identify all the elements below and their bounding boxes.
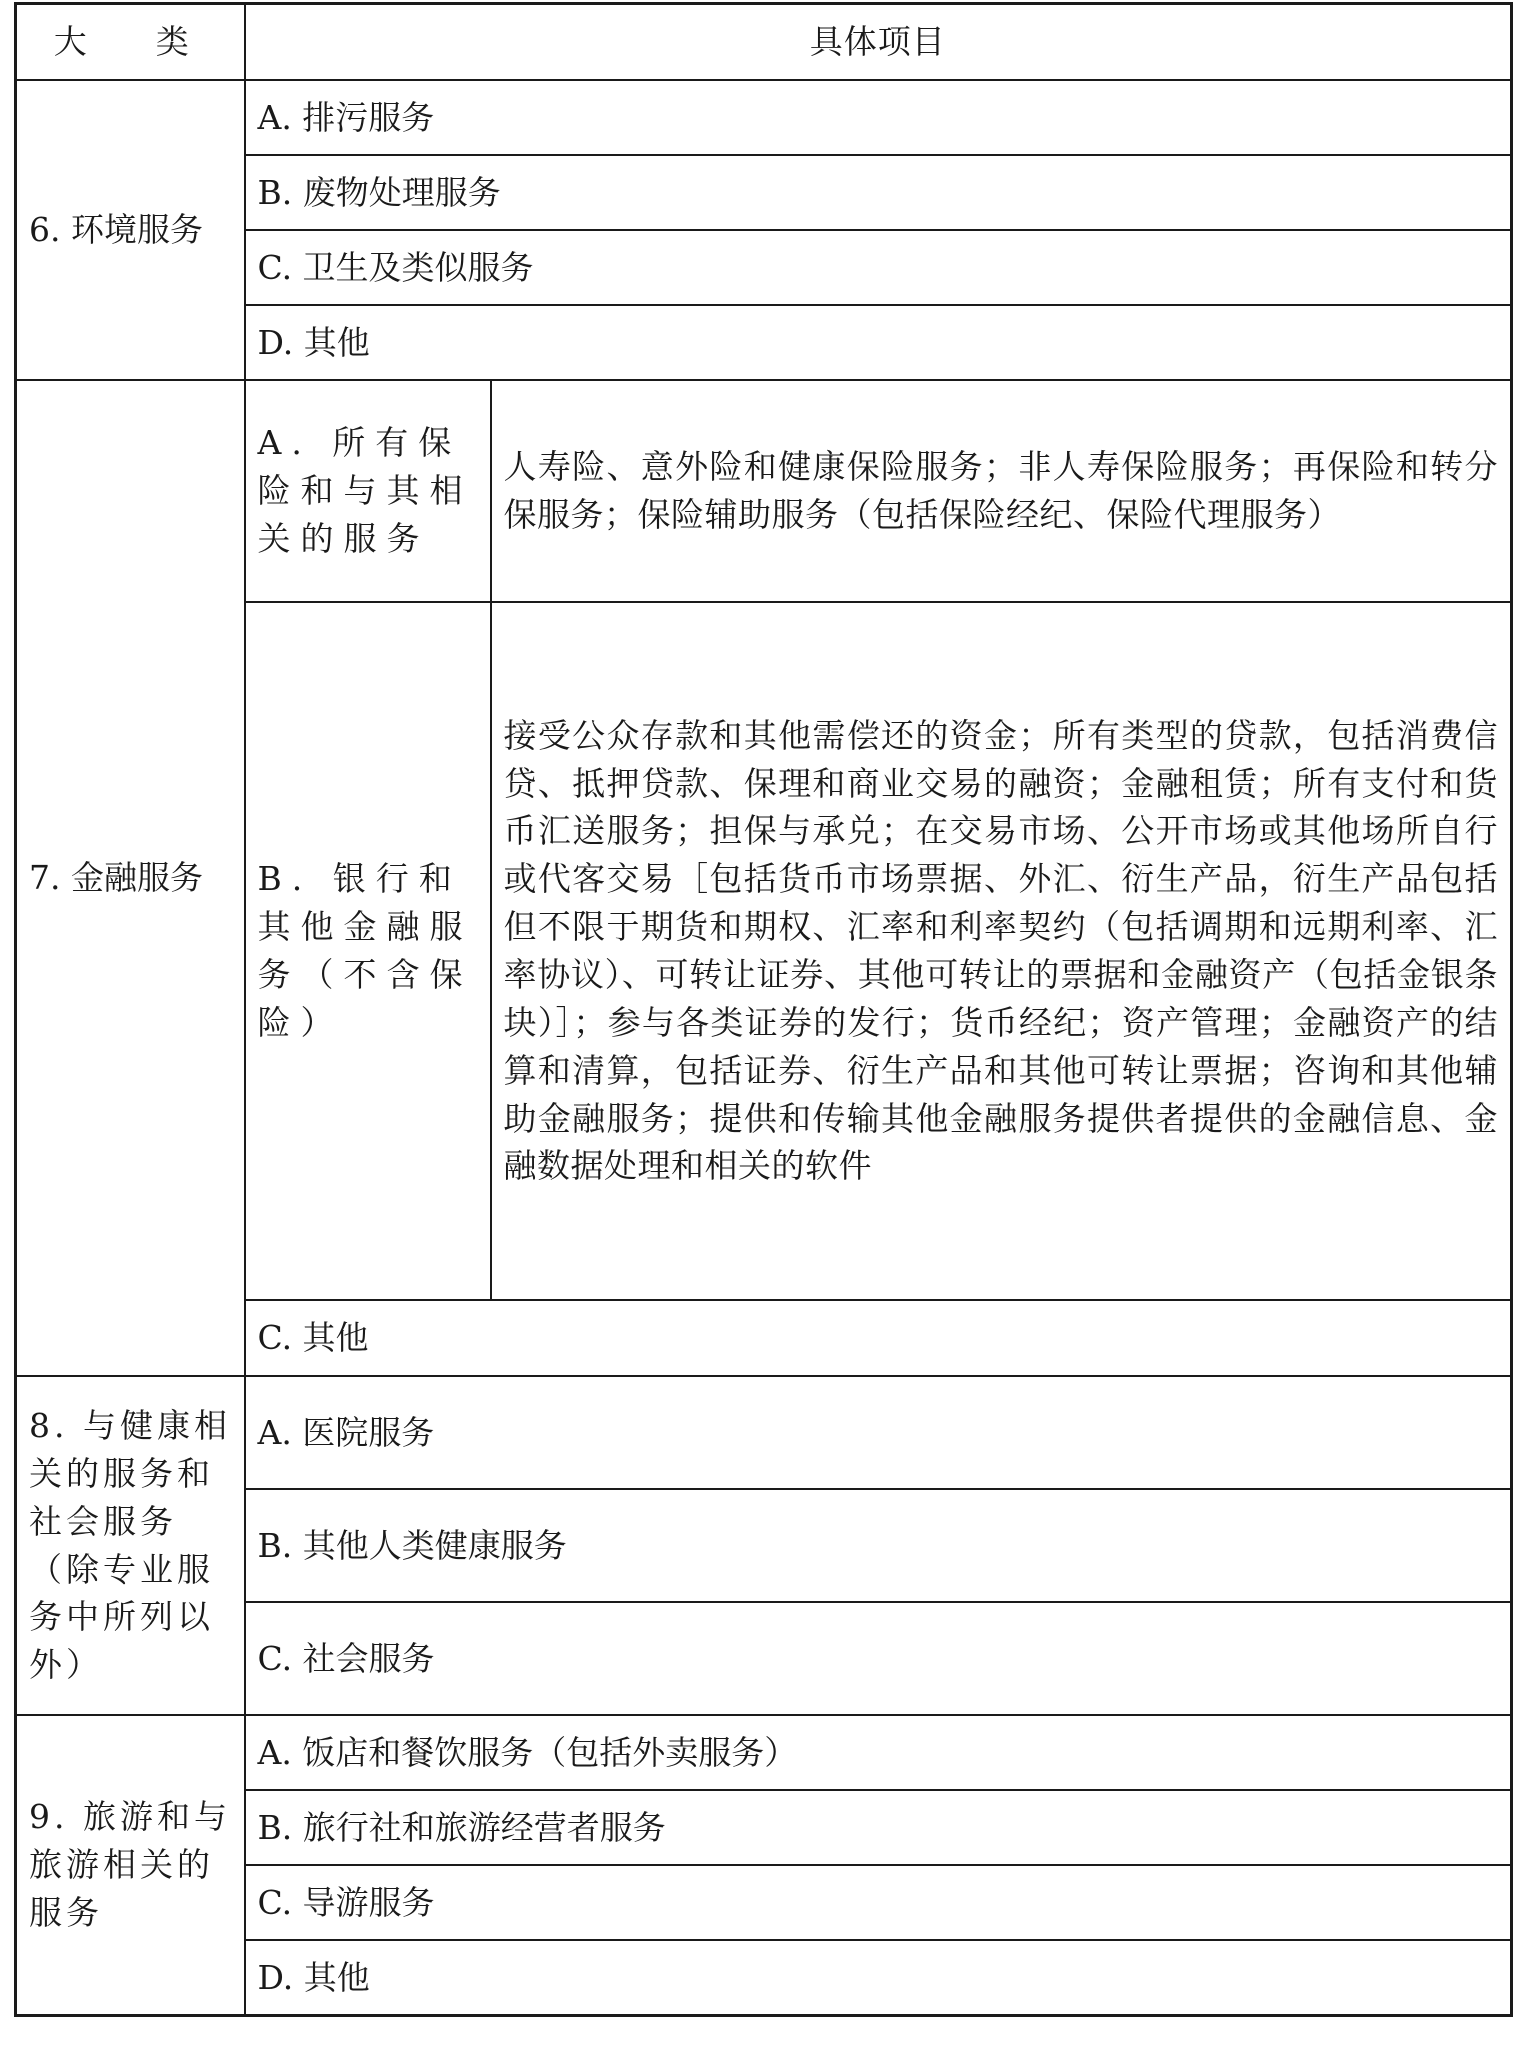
item-cell: B. 旅行社和旅游经营者服务 [245, 1790, 1512, 1865]
category-cell: 6. 环境服务 [16, 80, 245, 380]
header-category: 大 类 [16, 4, 245, 81]
item-cell: C. 其他 [245, 1300, 1512, 1376]
item-cell: A. 饭店和餐饮服务（包括外卖服务） [245, 1715, 1512, 1790]
item-cell: C. 卫生及类似服务 [245, 230, 1512, 305]
table-row [16, 80, 1512, 155]
item-cell: B. 废物处理服务 [245, 155, 1512, 230]
table-row [16, 380, 1512, 602]
table-header-row [16, 4, 1512, 81]
services-table [14, 2, 1513, 2017]
item-cell: D. 其他 [245, 1940, 1512, 2016]
subcategory-cell: B. 银行和其他金融服务（不含保险） [245, 602, 491, 1300]
item-cell: D. 其他 [245, 305, 1512, 380]
category-cell: 7. 金融服务 [16, 380, 245, 1376]
item-cell: C. 社会服务 [245, 1602, 1512, 1715]
table-row [16, 1715, 1512, 1790]
category-cell: 8. 与健康相关的服务和社会服务（除专业服务中所列以外） [16, 1376, 245, 1715]
category-cell: 9. 旅游和与旅游相关的服务 [16, 1715, 245, 2016]
detail-cell: 接受公众存款和其他需偿还的资金；所有类型的贷款，包括消费信贷、抵押贷款、保理和商业交易的融资；金融租赁；所有支付和货币汇送服务；担保与承兑；在交易市场、公开市场或其他场所自行或代客交易［包括货币市场票据、外汇、衍生产品，衍生产品包括但不限于期货和期权、汇率和利率契约（包括调期和远期利率、汇率协议）、可转让证券、其他可转让的票据和金融资产（包括金银条块）］；参与各类证券的发行；货币经纪；资产管理；金融资产的结算和清算，包括证券、衍生产品和其他可转让票据；咨询和其他辅助金融服务；提供和传输其他金融服务提供者提供的金融信息、金融数据处理和相关的软件 [491, 602, 1512, 1300]
detail-cell: 人寿险、意外险和健康保险服务；非人寿保险服务；再保险和转分保服务；保险辅助服务（包括保险经纪、保险代理服务） [491, 380, 1512, 602]
item-cell: B. 其他人类健康服务 [245, 1489, 1512, 1602]
item-cell: A. 医院服务 [245, 1376, 1512, 1489]
item-cell: A. 排污服务 [245, 80, 1512, 155]
table-row [16, 1376, 1512, 1489]
item-cell: C. 导游服务 [245, 1865, 1512, 1940]
header-items: 具体项目 [245, 4, 1512, 81]
subcategory-cell: A. 所有保险和与其相关的服务 [245, 380, 491, 602]
